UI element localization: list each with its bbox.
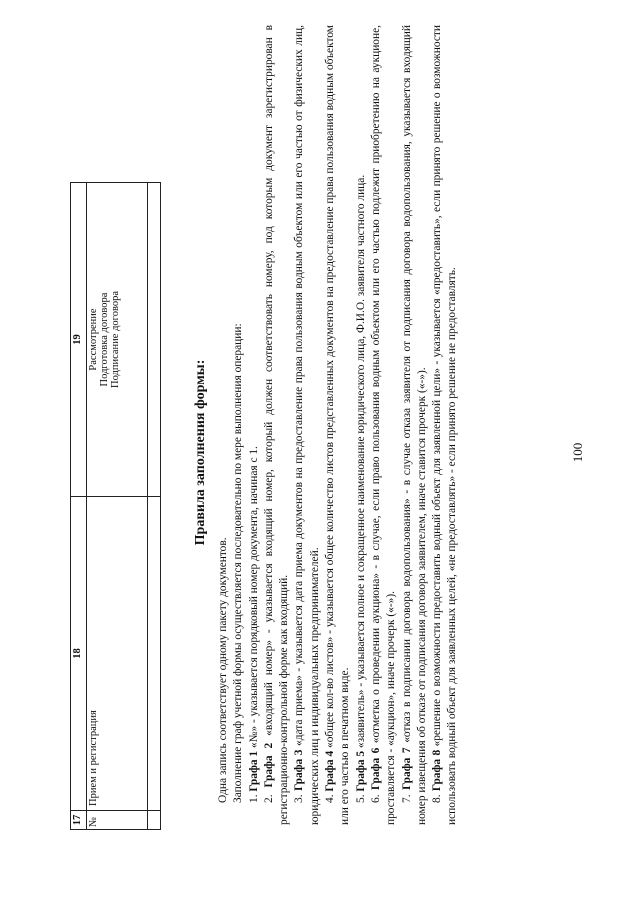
operations-table [70, 182, 161, 830]
col-18-header: Прием и регистрация [87, 497, 148, 811]
table-cell [148, 183, 161, 497]
table-empty-row [148, 183, 161, 830]
col-19-number: 19 [71, 183, 87, 497]
col-19-line: Рассмотрение [88, 308, 99, 371]
rule-paragraph: 5. Графа 5 «заявитель» - указывается полное и сокращенное наименование юридического лица, Ф.И.О. заявителя частного лица. [354, 174, 367, 803]
rule-paragraph: 1. Графа 1 «№» - указывается порядковый номер документа, начиная с 1. [247, 446, 260, 803]
section-heading: Правила заполнения формы: [193, 359, 208, 546]
col-19-header [87, 183, 148, 497]
rule-paragraph: 2. Графа 2 «входящий номер» - указывается входящий номер, который должен соответствовать номеру, под которым документ зарегистрирован в регистрационно-контрольной форме как входящий. [262, 24, 291, 825]
page-number: 100 [570, 442, 585, 463]
col-19-line: Подписание договора [110, 290, 121, 389]
table-header-row [87, 183, 148, 830]
col-19-line: Подготовка договора [99, 292, 110, 387]
rule-paragraph: 7. Графа 7 «отказ в подписании договора водопользования» - в случае отказа заявителя от подписания договора водопользования, указывается входящий номер извещения об отказе от подписания договора заявителем, иначе ставится прочерк («-»). [400, 25, 428, 825]
col-18-number: 18 [71, 497, 87, 811]
table-cell [148, 497, 161, 811]
rule-paragraph: 6. Графа 6 «отметка о проведении аукциона» - в случае, если право пользования водным объектом или его частью подлежит приобретению на аукционе, проставляется - «аукцион», иначе прочерк («-»). [369, 25, 398, 825]
table-number-row [71, 183, 87, 830]
rules-body [216, 25, 461, 825]
rule-paragraph: Заполнение граф учетной формы осуществляется последовательно по мере выполнения операции: [232, 323, 245, 803]
table-cell [148, 811, 161, 830]
rule-paragraph: 3. Графа 3 «дата приема» - указывается дата приема документов на предоставление права пользования водным объектом или его частью от физических лиц, юридических лиц и индивидуальных предпринимателей. [293, 25, 321, 825]
rule-paragraph: 8. Графа 8 «решение о возможности предоставить водный объект для заявленной цели» - указывается «предоставить», если принято решение о возможности использовать водный объект для заявленных целей, «не предоставлять» - если принято решение не предоставлять. [431, 24, 459, 825]
rule-paragraph: 4. Графа 4 «общее кол-во листов» - указывается общее количество листов представленных документов на предоставление права пользования водным объектом или его частью в печатном виде. [324, 25, 352, 825]
rule-paragraph: Одна запись соответствует одному пакету документов. [217, 537, 229, 803]
row-number-header: № [87, 811, 148, 830]
col-17-number: 17 [71, 811, 87, 830]
